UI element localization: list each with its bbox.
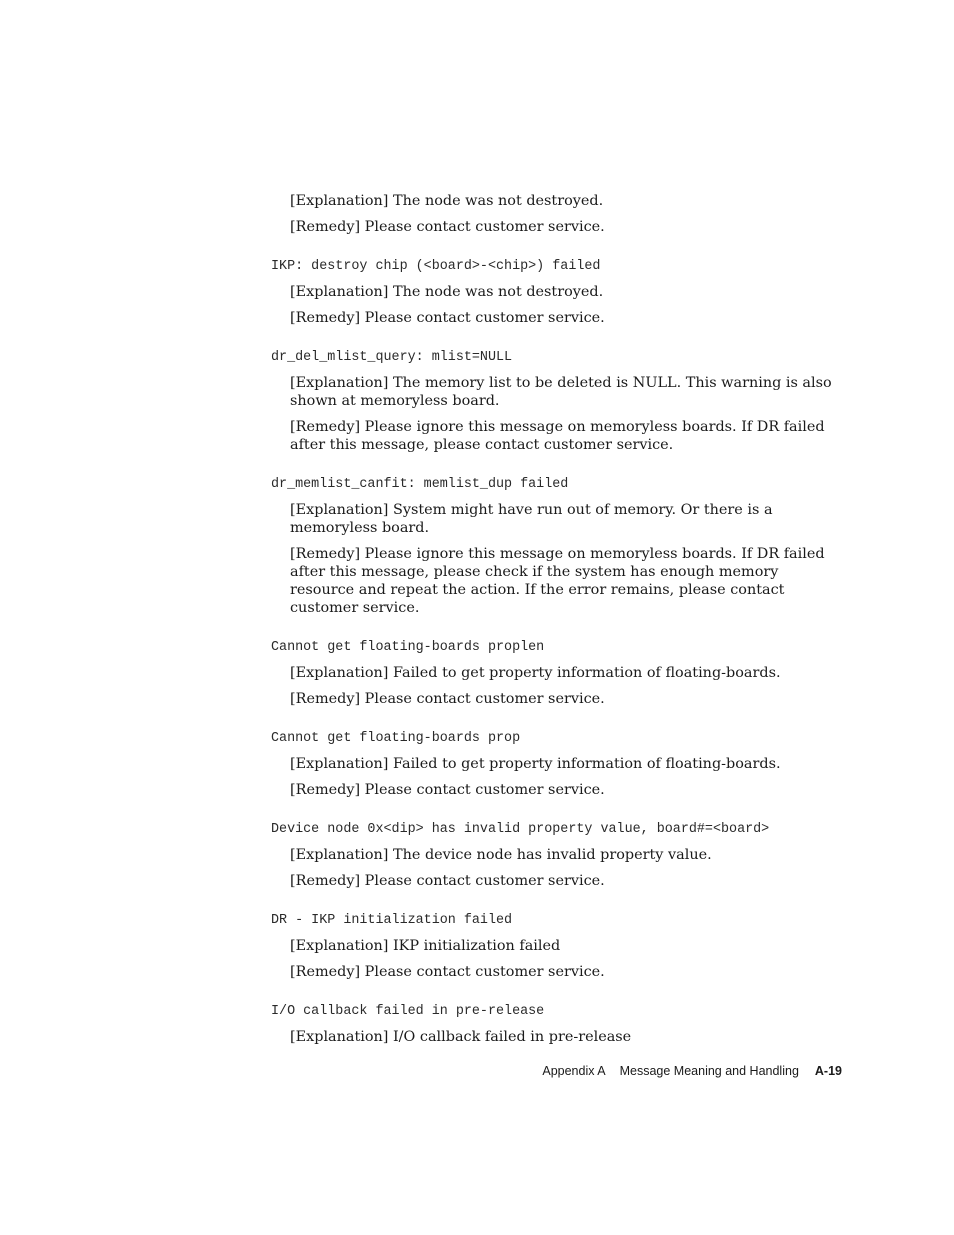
message-code: dr_del_mlist_query: mlist=NULL bbox=[271, 350, 513, 365]
explanation-text: [Explanation] The node was not destroyed. bbox=[290, 193, 604, 209]
remedy-text: [Remedy] Please contact customer service. bbox=[290, 310, 605, 326]
footer-appendix: Appendix A bbox=[542, 1064, 606, 1078]
message-code: DR - IKP initialization failed bbox=[271, 913, 513, 928]
explanation-text: [Explanation] Failed to get property information of floating-boards. bbox=[290, 665, 781, 681]
explanation-text: [Explanation] The memory list to be deleted is NULL. This warning is also shown at memoryless board. bbox=[290, 375, 832, 409]
page-number: A-19 bbox=[814, 1064, 842, 1078]
remedy-text: [Remedy] Please ignore this message on memoryless boards. If DR failed after this message, please check if the system has enough memory resource and repeat the action. If the error remains, please contact customer service. bbox=[290, 546, 825, 616]
footer-section-title: Message Meaning and Handling bbox=[619, 1064, 799, 1078]
explanation-text: [Explanation] The device node has invalid property value. bbox=[290, 847, 712, 863]
remedy-text: [Remedy] Please contact customer service. bbox=[290, 964, 605, 980]
message-code: dr_memlist_canfit: memlist_dup failed bbox=[271, 477, 569, 492]
explanation-text: [Explanation] The node was not destroyed. bbox=[290, 284, 604, 300]
explanation-text: [Explanation] I/O callback failed in pre-release bbox=[290, 1029, 632, 1045]
message-code: Device node 0x<dip> has invalid property value, board#=<board> bbox=[271, 822, 770, 837]
message-code: IKP: destroy chip (<board>-<chip>) failed bbox=[271, 259, 601, 274]
explanation-text: [Explanation] System might have run out of memory. Or there is a memoryless board. bbox=[290, 502, 773, 536]
remedy-text: [Remedy] Please ignore this message on memoryless boards. If DR failed after this message, please contact customer service. bbox=[290, 419, 825, 453]
page-footer bbox=[542, 1063, 842, 1079]
message-code: I/O callback failed in pre-release bbox=[271, 1004, 545, 1019]
message-code: Cannot get floating-boards proplen bbox=[271, 640, 545, 655]
remedy-text: [Remedy] Please contact customer service. bbox=[290, 782, 605, 798]
remedy-text: [Remedy] Please contact customer service. bbox=[290, 219, 605, 235]
document-body bbox=[271, 192, 846, 1054]
message-code: Cannot get floating-boards prop bbox=[271, 731, 521, 746]
remedy-text: [Remedy] Please contact customer service. bbox=[290, 873, 605, 889]
explanation-text: [Explanation] IKP initialization failed bbox=[290, 938, 561, 954]
remedy-text: [Remedy] Please contact customer service. bbox=[290, 691, 605, 707]
explanation-text: [Explanation] Failed to get property information of floating-boards. bbox=[290, 756, 781, 772]
